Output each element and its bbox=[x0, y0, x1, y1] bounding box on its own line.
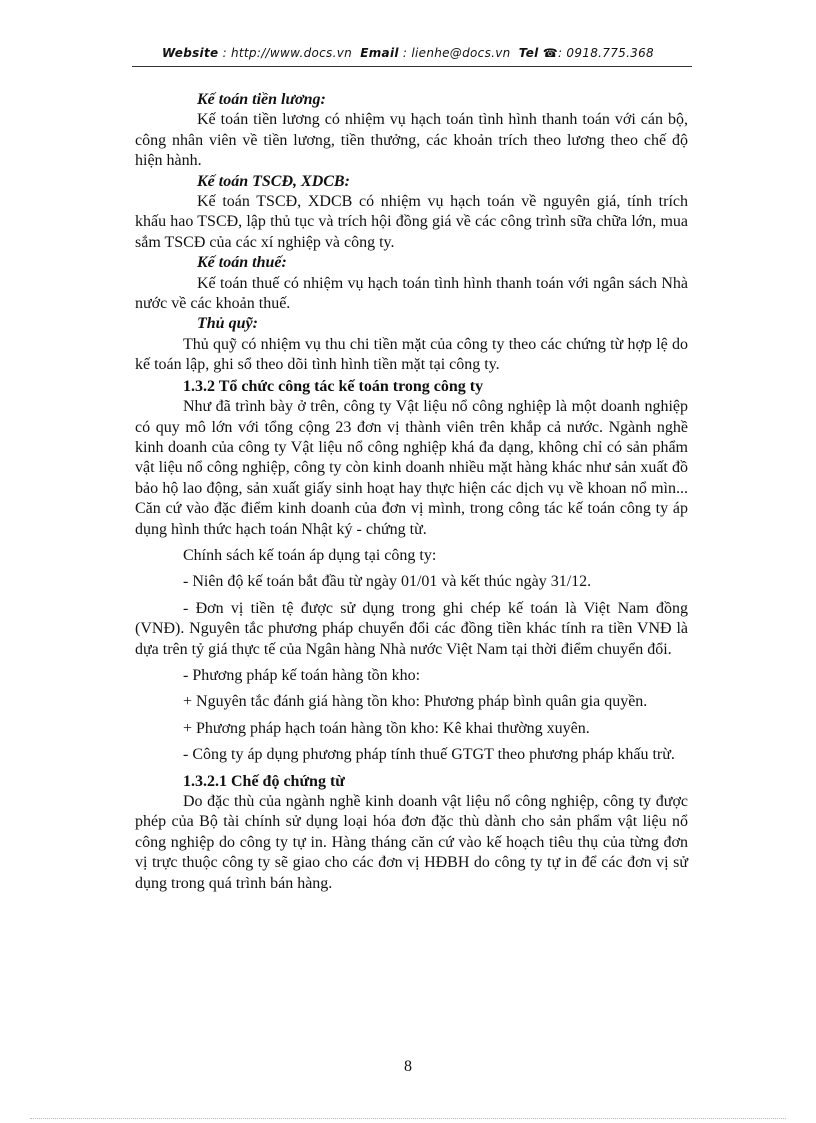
paragraph-currency: - Đơn vị tiền tệ được sử dụng trong ghi chép kế toán là Việt Nam đồng (VNĐ). Nguyên tắc phương pháp chuyển đổi các đồng tiền khác tính ra tiền VNĐ là dựa trên tỷ giá thực tế của Ngân hàng Nhà nước Việt Nam tại thời điểm chuyển đổi. bbox=[135, 599, 688, 658]
page-header bbox=[0, 46, 816, 60]
paragraph-policy-intro: Chính sách kế toán áp dụng tại công ty: bbox=[183, 546, 437, 564]
paragraph-documents: Do đặc thù của ngành nghề kinh doanh vật liệu nổ công nghiệp, công ty được phép của Bộ tài chính sử dụng loại hóa đơn đặc thù dành cho sản phẩm vật liệu nổ công nghiệp do công ty tự in. Hàng tháng căn cứ vào kế hoạch tiêu thụ của từng đơn vị trực thuộc công ty sẽ giao cho các đơn vị HĐBH do công ty tự in để các đơn vị sử dụng trong quá trình bán hàng. bbox=[135, 793, 688, 892]
paragraph-inventory-method: - Phương pháp kế toán hàng tồn kho: bbox=[183, 666, 421, 684]
heading-fixed-asset-accountant: Kế toán TSCĐ, XDCB: bbox=[197, 172, 350, 190]
heading-treasurer: Thủ quỹ: bbox=[197, 315, 258, 333]
email-value: : lienhe@docs.vn bbox=[402, 46, 511, 60]
phone-icon: ☎ bbox=[542, 46, 558, 60]
footer-divider bbox=[30, 1118, 786, 1119]
section-heading-1-3-2: 1.3.2 Tổ chức công tác kế toán trong công ty bbox=[183, 377, 484, 395]
email-label: Email bbox=[360, 46, 399, 60]
paragraph-inventory-accounting: + Phương pháp hạch toán hàng tồn kho: Kê khai thường xuyên. bbox=[183, 719, 590, 737]
page-number: 8 bbox=[404, 1058, 412, 1075]
header-divider bbox=[132, 66, 692, 67]
paragraph-vat-method: - Công ty áp dụng phương pháp tính thuế GTGT theo phương pháp khấu trừ. bbox=[183, 746, 675, 764]
paragraph-treasurer: Thủ quỹ có nhiệm vụ thu chi tiền mặt của công ty theo các chứng từ hợp lệ do kế toán lập, ghi sổ theo dõi tình hình tiền mặt tại công ty. bbox=[135, 335, 688, 374]
paragraph-fixed-assets: Kế toán TSCĐ, XDCB có nhiệm vụ hạch toán về nguyên giá, tính trích khấu hao TSCĐ, lập thủ tục và trích hội đồng giá về các công trình sữa chữa lớn, mua sắm TSCĐ của các xí nghiệp và công ty. bbox=[135, 193, 688, 251]
tel-label: Tel bbox=[518, 46, 539, 60]
heading-tax-accountant: Kế toán thuế: bbox=[197, 254, 287, 272]
paragraph-fiscal-year: - Niên độ kế toán bắt đầu từ ngày 01/01 và kết thúc ngày 31/12. bbox=[183, 573, 592, 591]
website-label: Website bbox=[162, 46, 219, 60]
website-value: : http://www.docs.vn bbox=[222, 46, 353, 60]
section-heading-1-3-2-1: 1.3.2.1 Chế độ chứng từ bbox=[183, 772, 345, 790]
paragraph-organization: Như đã trình bày ở trên, công ty Vật liệu nổ công nghiệp là một doanh nghiệp có quy mô lớn với tổng cộng 23 đơn vị thành viên trên khắp cả nước. Ngành nghề kinh doanh của công ty Vật liệu nổ công nghiệp khá đa dạng, không chỉ có sản phẩm vật liệu nổ công nghiệp, công ty còn kinh doanh nhiều mặt hàng khác như sản xuất đồ bảo hộ lao động, sản xuất giấy sinh hoạt hay thực hiện các dịch vụ về khoan nổ mìn... Căn cứ vào đặc điểm kinh doanh của đơn vị mình, trong công tác kế toán công ty áp dụng hình thức hạch toán Nhật ký - chứng từ. bbox=[135, 398, 688, 538]
paragraph-payroll: Kế toán tiền lương có nhiệm vụ hạch toán tình hình thanh toán với cán bộ, công nhân viên về tiền lương, tiền thưởng, các khoản trích theo lương theo chế độ hiện hành. bbox=[135, 111, 688, 170]
document-body bbox=[135, 90, 688, 894]
paragraph-tax: Kế toán thuế có nhiệm vụ hạch toán tình hình thanh toán với ngân sách Nhà nước về các khoản thuế. bbox=[135, 274, 688, 313]
tel-value: : 0918.775.368 bbox=[557, 46, 654, 60]
paragraph-inventory-valuation: + Nguyên tắc đánh giá hàng tồn kho: Phương pháp bình quân gia quyền. bbox=[183, 693, 648, 711]
heading-payroll-accountant: Kế toán tiền lương: bbox=[197, 91, 326, 108]
